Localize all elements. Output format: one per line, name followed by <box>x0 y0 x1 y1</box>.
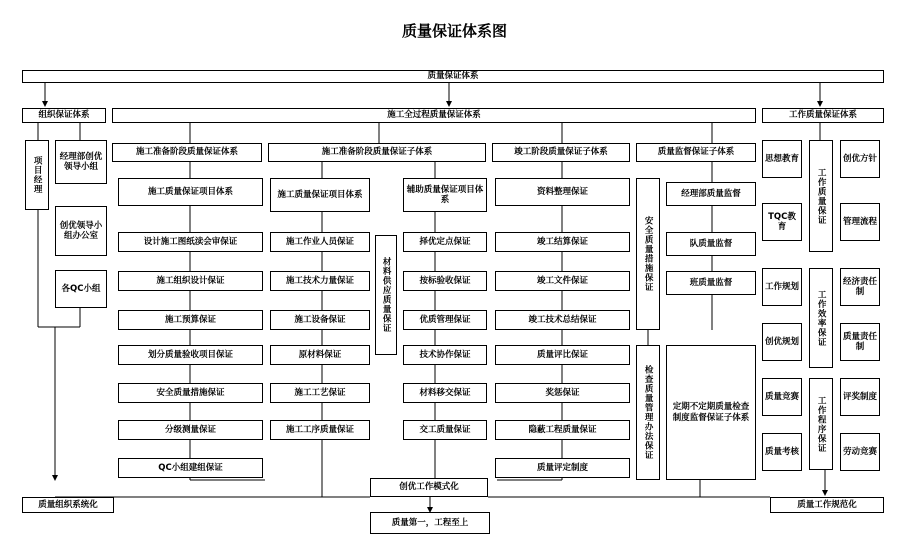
work-left-item: 创优规划 <box>762 323 802 361</box>
col2a-item: 施工设备保证 <box>270 310 370 330</box>
work-right-item: 经济责任制 <box>840 268 880 306</box>
col3-item: 质量评定制度 <box>495 458 630 478</box>
quality-assurance-system: 质量保证体系 <box>22 70 884 83</box>
org-box-office: 创优领导小组办公室 <box>55 206 107 256</box>
col1-header: 施工准备阶段质量保证体系 <box>112 143 262 162</box>
col2-header: 施工准备阶段质量保证子体系 <box>268 143 486 162</box>
work-right-item: 劳动竞赛 <box>840 433 880 471</box>
col2b-item: 技术协作保证 <box>403 345 487 365</box>
col3-item: 质量评比保证 <box>495 345 630 365</box>
work-left-item: 质量考核 <box>762 433 802 471</box>
check-quality-method: 检查质量管理办法保证 <box>636 345 660 480</box>
col1-item: 施工质量保证项目体系 <box>118 178 263 206</box>
col2a-item: 施工作业人员保证 <box>270 232 370 252</box>
col1-item: 分级测量保证 <box>118 420 263 440</box>
diagram-title: 质量保证体系图 <box>401 22 507 40</box>
process-system-header: 施工全过程质量保证体系 <box>112 108 756 123</box>
col3-header: 竣工阶段质量保证子体系 <box>492 143 630 162</box>
col2a-item: 施工工艺保证 <box>270 383 370 403</box>
col2a-item: 施工工序质量保证 <box>270 420 370 440</box>
work-right-item: 管理流程 <box>840 203 880 241</box>
work-mid-procedure: 工作程序保证 <box>809 378 833 470</box>
col2a-item: 施工质量保证项目体系 <box>270 178 370 212</box>
material-supply-assurance: 材料供应质量保证 <box>375 235 397 355</box>
work-left-item: 工作规划 <box>762 268 802 306</box>
org-box-qc-groups: 各QC小组 <box>55 270 107 308</box>
work-left-item: 质量竞赛 <box>762 378 802 416</box>
work-left-item: TQC教育 <box>762 203 802 241</box>
col2a-item: 施工技术力量保证 <box>270 271 370 291</box>
org-box-leading-group: 经理部创优领导小组 <box>55 140 107 184</box>
work-right-item: 评奖制度 <box>840 378 880 416</box>
col1-item: 设计施工图纸渎会审保证 <box>118 232 263 252</box>
regular-inspection: 定期不定期质量检查制度监督保证子体系 <box>666 345 756 480</box>
col2b-item: 优质管理保证 <box>403 310 487 330</box>
work-right-item: 创优方针 <box>840 140 880 178</box>
org-system-header: 组织保证体系 <box>22 108 106 123</box>
col3-item: 竣工技术总结保证 <box>495 310 630 330</box>
work-mid-quality: 工作质量保证 <box>809 140 833 252</box>
col2a-item: 原材料保证 <box>270 345 370 365</box>
work-mid-efficiency: 工作效率保证 <box>809 268 833 368</box>
col4-item-team: 队质量监督 <box>666 232 756 256</box>
work-bottom: 质量工作规范化 <box>770 497 884 513</box>
col3-item: 竣工文件保证 <box>495 271 630 291</box>
col4-item-dept: 经理部质量监督 <box>666 182 756 206</box>
col4-header: 质量监督保证子体系 <box>636 143 756 162</box>
final-motto: 质量第一，工程至上 <box>370 512 490 534</box>
work-system-header: 工作质量保证体系 <box>762 108 884 123</box>
col4-item-crew: 班质量监督 <box>666 271 756 295</box>
work-left-item: 思想教育 <box>762 140 802 178</box>
col1-item: 安全质量措施保证 <box>118 383 263 403</box>
excellence-model: 创优工作模式化 <box>370 478 488 497</box>
work-right-item: 质量责任制 <box>840 323 880 361</box>
col2b-item: 按标验收保证 <box>403 271 487 291</box>
col2b-item: 辅助质量保证项目体系 <box>403 178 487 212</box>
safety-quality-measure: 安全质量措施保证 <box>636 178 660 330</box>
col2b-item: 择优定点保证 <box>403 232 487 252</box>
col2b-item: 交工质量保证 <box>403 420 487 440</box>
col2b-item: 材料移交保证 <box>403 383 487 403</box>
org-bottom: 质量组织系统化 <box>22 497 114 513</box>
col3-item: 隐蔽工程质量保证 <box>495 420 630 440</box>
col1-item: 施工组织设计保证 <box>118 271 263 291</box>
col3-item: 奖惩保证 <box>495 383 630 403</box>
col3-item: 竣工结算保证 <box>495 232 630 252</box>
col1-item: 施工预算保证 <box>118 310 263 330</box>
col3-item: 资料整理保证 <box>495 178 630 206</box>
col1-item: 划分质量验收项目保证 <box>118 345 263 365</box>
col1-item: QC小组建组保证 <box>118 458 263 478</box>
project-manager: 项目经理 <box>25 140 49 210</box>
